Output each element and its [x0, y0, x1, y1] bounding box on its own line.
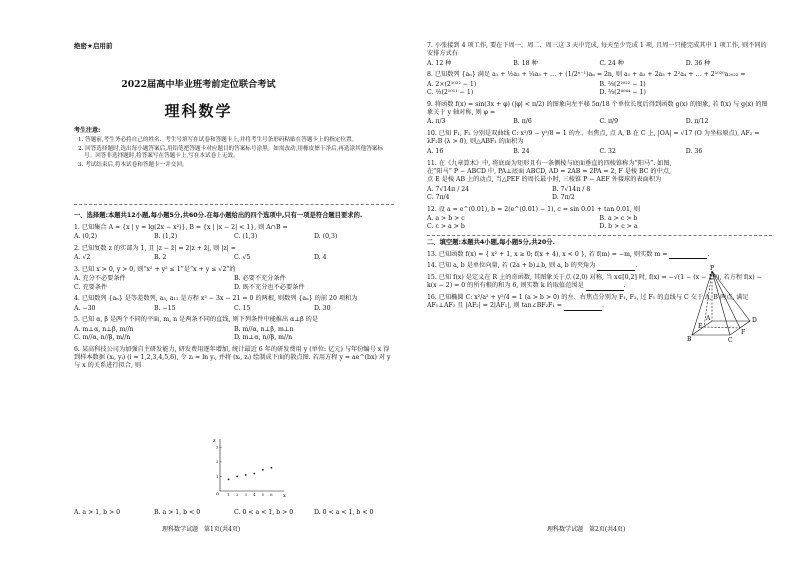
- option: D. b > c > a: [599, 223, 638, 231]
- y-axis-label: z: [213, 438, 216, 444]
- option: C. c > a > b: [427, 223, 465, 231]
- options: [427, 148, 772, 156]
- data-point: [228, 478, 230, 480]
- vertex-label: F: [741, 329, 746, 336]
- page-footer: 理科数学试题 第2页(共4页): [547, 526, 626, 533]
- subject-title: 理科数学: [164, 102, 233, 120]
- answer-blank: [564, 305, 602, 311]
- question-stem: 6. 某高科技公司为加强自主研发能力, 研发费用逐年增加, 统计最近 6 年的研发费用 y (单位: 亿元) 与年份编号 x 得到样本数据 (xᵢ, yᵢ) (i = 1,2,3,4,5,6), 令 zᵢ = ln yᵢ, 并将 (xᵢ, zᵢ) 绘制成下面的散点图. 若用方程 y = ae^(bx) 对 y 与 x 的关系进行拟合, 则: [74, 345, 391, 370]
- question-10: [427, 130, 772, 156]
- option: C. √5: [234, 254, 251, 262]
- data-point: [262, 469, 264, 471]
- vertex-label: D: [752, 317, 757, 324]
- x-tick-label: 5: [261, 493, 264, 497]
- options: [427, 215, 772, 232]
- option: C. 15: [234, 304, 251, 312]
- option: A. m⊥α, n⊥β, m//n: [74, 325, 134, 333]
- question-stem: 4. 已知数列 {aₙ} 是等差数列, a₃, a₁₁ 是方程 x² − 3x − 21 = 0 的两根, 则数列 {aₙ} 的前 20 项和为: [74, 295, 358, 303]
- option: B. 必要不充分条件: [234, 275, 286, 283]
- question-stem: 13. 已知函数 f(x) = { x² + 1, x ≥ 0; f(x + 4), x < 0 }, 若 f(m) = −m, 则实数 m =: [427, 250, 668, 258]
- option: B. 2: [154, 254, 167, 262]
- option: A. −30: [74, 304, 96, 312]
- vertex-label: C: [728, 337, 733, 344]
- option: D. π/12: [685, 118, 709, 126]
- option: A. 2×(2¹⁰²² − 1): [427, 80, 477, 88]
- edge-ef: [704, 327, 740, 328]
- vertex-label: P: [710, 265, 715, 272]
- x-tick-label: 2: [235, 493, 239, 497]
- question-stem: 9. 将函数 f(x) = sin(3x + φ) (|φ| < π/2) 的图象向左平移 5π/18 个单位长度后得到函数 g(x) 的图象, 若 f(x) 与 g(x) 的图象关于 y 轴对称, 则 φ =: [427, 100, 768, 117]
- question-stem: 8. 已知数列 {aₙ} 满足 a₁ + ½a₂ + ¼a₃ + … + (1/2ⁿ⁻¹)aₙ = 2n, 则 a₁ + a₂ + 2a₃ + 2²a₄ + … + 2¹⁰²⁰a₂₀₂₂ =: [427, 71, 746, 79]
- option: A. 7√14π / 24: [427, 185, 470, 193]
- exam-title: 2022届高中毕业班考前定位联合考试: [121, 79, 276, 90]
- question-1: [74, 224, 394, 242]
- option: D. 4: [314, 254, 327, 262]
- question-6-options: [74, 509, 394, 517]
- option: D. 7π/2: [552, 193, 575, 201]
- question-6: [74, 346, 394, 371]
- question-2: [74, 245, 394, 263]
- options: [427, 118, 772, 126]
- option: C. 充要条件: [74, 283, 108, 291]
- options: [74, 275, 394, 292]
- option: D. 既不充分也不必要条件: [234, 283, 305, 291]
- notice-item: 2. 回答选择题时,选出每小题答案后,用铅笔把答题卡对应题目的答案标号涂黑。如需改动,用橡皮擦干净后,再选涂其他答案标号。回答非选择题时,将答案写在答题卡上,写在本试卷上无效。: [78, 145, 384, 160]
- options: [74, 254, 394, 262]
- scatter-plot: [208, 437, 286, 499]
- divider: [427, 235, 772, 236]
- question-3: [74, 266, 394, 292]
- question-13: 13. 已知函数 f(x) = { x² + 1, x ≥ 0; f(x + 4), x < 0 }, 若 f(m) = −m, 则实数 m = .: [427, 250, 710, 258]
- question-stem: 10. 已知 F₁, F₂ 分别是双曲线 C: x²/9 − y²/8 = 1 的左、右焦点, 点 A, B 在 C 上, |OA| = √17 (O 为坐标原点), AF₂ = λF₂B (λ > 0), 则△ABF₁ 的面积为: [427, 130, 760, 146]
- question-7: [427, 42, 772, 68]
- x-tick-label: 3: [244, 493, 247, 497]
- option: C. 24 种: [599, 59, 624, 67]
- x-axis-label: x: [283, 493, 286, 499]
- edge: [712, 271, 730, 335]
- option: A. 充分不必要条件: [74, 275, 126, 283]
- notice-heading: 考生注意:: [74, 127, 101, 134]
- options: [427, 186, 677, 203]
- question-8: [427, 71, 772, 97]
- answer-blank: [597, 265, 635, 271]
- vertex-label: A: [706, 315, 711, 322]
- page-footer: 理科数学试题 第1页(共4页): [162, 526, 241, 533]
- question-stem: 14. 已知 a, b 是单位向量, 若 (2a + b)⊥b, 则 a, b 的夹角为: [427, 262, 596, 270]
- pyramid-figure: [682, 265, 762, 345]
- option: B. ⅔(2²⁰²² − 1): [599, 80, 646, 88]
- option: B. (1,2): [154, 233, 178, 241]
- question-stem: 12. 设 a = e^(0.01), b = 2(e^(0.01) − 1), c = sin 0.01 + tan 0.01, 则: [427, 205, 641, 213]
- y-tick-label: 2: [216, 460, 219, 465]
- option: A. a > b > c: [427, 214, 465, 222]
- data-point: [253, 473, 255, 475]
- option: C. ⅔(2¹⁰¹¹ − 1): [427, 89, 474, 97]
- answer-blank: [586, 285, 624, 291]
- options: [74, 233, 394, 241]
- options: [74, 305, 394, 313]
- question-stem: 7. 小张接到 4 项工作, 要在下周一、周二、周三这 3 天中完成, 每天至少完成 1 项, 且周一只能完成其中 1 项工作, 则不同的安排方式有: [427, 42, 767, 58]
- option: D. 36: [685, 147, 703, 155]
- option: A. (0,2): [74, 233, 98, 241]
- data-point: [271, 467, 273, 469]
- option: B. −15: [154, 304, 176, 312]
- question-14: 14. 已知 a, b 是单位向量, 若 (2a + b)⊥b, 则 a, b 的夹角为 .: [427, 262, 638, 270]
- question-4: [74, 295, 394, 313]
- vertex-label: E: [698, 323, 703, 330]
- question-5: [74, 316, 394, 342]
- section-heading: 一、选择题:本题共12小题,每小题5分,共60分.在每小题给出的四个选项中,只有一项是符合题目要求的.: [74, 212, 363, 219]
- question-15: 15. 已知 f(x) 是定义在 R 上的奇函数, 其图象关于点 (2,0) 对称, 当 x∈[0,2] 时, f(x) = −√(1 − (x − 1)²), 若方程 f(x) − k(x − 2) = 0 的所有根的和为 6, 则实数 k 的取值范围是 .: [427, 274, 762, 290]
- x-tick-label: 6: [270, 493, 273, 497]
- option: C. (1,3): [234, 233, 258, 241]
- question-stem: 11. 在《九章算术》中, 将底面为矩形且有一条侧棱与底面垂直的四棱锥称为“阳马”. 如图, 在“阳马” P − ABCD 中, PA⊥底面 ABCD, AD = 2AB = 2PA = 2, F 是棱 BC 的中点, 点 E 是棱 AB 上的动点, 当△PEF 的周长最小时, 三棱锥 P − AEF 外接球的表面积为: [427, 159, 672, 184]
- option: A. π/3: [427, 118, 446, 126]
- origin-label: O: [216, 491, 220, 496]
- question-stem: 2. 已知复数 z 的实部为 1, 且 |z − z̄| = 2|z + z̄|, 则 |z| =: [74, 244, 236, 252]
- options: [74, 326, 394, 343]
- answer-blank: [669, 253, 707, 259]
- y-tick-label: 3: [216, 445, 219, 450]
- option: B. m//α, n⊥β, m⊥n: [234, 325, 294, 333]
- option: C. 7π/4: [427, 193, 450, 201]
- divider: [74, 204, 394, 205]
- question-12: [427, 206, 772, 232]
- option: C. 0 < a < 1, b > 0: [234, 509, 294, 516]
- choice-section: [74, 212, 394, 374]
- question-stem: 5. 已知 α, β 是两个不同的平面, m, n 是两条不同的直线, 则下列条件中能推出 α⊥β 的是: [74, 316, 319, 324]
- data-point: [245, 474, 247, 476]
- option: D. 0 < a < 1, b < 0: [314, 509, 374, 516]
- question-stem: 3. 已知 x > 0, y > 0, 则“x² + y² ≤ 1”是“x + y ≤ √2”的: [74, 265, 236, 273]
- question-stem: 16. 已知椭圆 C: x²/a² + y²/4 = 1 (a > b > 0) 的左、右焦点分别为 F₁, F₂, 过 F₁ 的直线与 C 交于 A, B 两点, 满足 AF₁⊥AF₂ 且 |AF₂| = 2|AF₁|, 则 tan∠BF₂F₁ =: [427, 294, 749, 310]
- x-tick-label: 1: [227, 493, 230, 497]
- option: B. 24: [513, 147, 530, 155]
- option: A. 16: [427, 147, 444, 155]
- question-stem: 15. 已知 f(x) 是定义在 R 上的奇函数, 其图象关于点 (2,0) 对称, 当 x∈[0,2] 时, f(x) = −√(1 − (x − 1)²), 若方程 f(x) − k(x − 2) = 0 的所有根的和为 6, 则实数 k 的取值范围是: [427, 274, 762, 290]
- option: A. a > 1, b > 0: [74, 509, 121, 516]
- option: C. 32: [599, 147, 616, 155]
- question-16: 16. 已知椭圆 C: x²/a² + y²/4 = 1 (a > b > 0) 的左、右焦点分别为 F₁, F₂, 过 F₁ 的直线与 C 交于 A, B 两点, 满足 AF₁⊥AF₂ 且 |AF₂| = 2|AF₁|, 则 tan∠BF₂F₁ = .: [427, 294, 749, 310]
- option: B. 18 种: [513, 59, 538, 67]
- option: D. m⊥α, n//β, m//n: [234, 333, 293, 341]
- option: B. π/6: [513, 118, 532, 126]
- edge-pf: [712, 271, 740, 328]
- option: C. m//α, n//β, m//n: [74, 333, 131, 341]
- option: B. a > c > b: [599, 214, 638, 222]
- options: [427, 60, 772, 68]
- option: D. 30: [314, 304, 331, 312]
- option: C. π/9: [599, 118, 619, 126]
- option: B. a > 1, b < 0: [154, 509, 201, 516]
- question-11: [427, 160, 677, 203]
- options: [427, 81, 772, 98]
- y-tick-label: 1: [216, 474, 219, 479]
- notice-item: 1. 答题前,考生务必将自己的姓名、考生号填写在试卷和答题卡上,并将考生号条形码粘贴在答题卡上的指定位置。: [78, 137, 358, 144]
- option: D. ⅔(2⁴⁰⁴⁴ − 1): [599, 89, 646, 97]
- notice-block: [74, 127, 394, 170]
- option: D. 36 种: [685, 59, 711, 67]
- notice-item: 3. 考试结束后,将本试卷和答题卡一并交回。: [78, 161, 188, 168]
- option: A. 12 种: [427, 59, 452, 67]
- section-heading: 二、填空题:本题共4小题,每小题5分,共20分.: [427, 238, 555, 246]
- question-stem: 1. 已知集合 A = {x | y = lg(2x − x²)}, B = {x | |x − 2| < 1}, 则 A∩B =: [74, 223, 288, 231]
- confidential-mark: 绝密★启用前: [74, 42, 113, 50]
- question-9: [427, 101, 772, 127]
- data-point: [236, 476, 238, 478]
- option: D. (0,3): [314, 233, 338, 241]
- vertex-label: B: [687, 336, 692, 343]
- option: B. 7√14π / 8: [552, 185, 591, 193]
- option: A. √2: [74, 254, 91, 262]
- x-tick-label: 4: [253, 493, 256, 497]
- edge: [712, 271, 750, 321]
